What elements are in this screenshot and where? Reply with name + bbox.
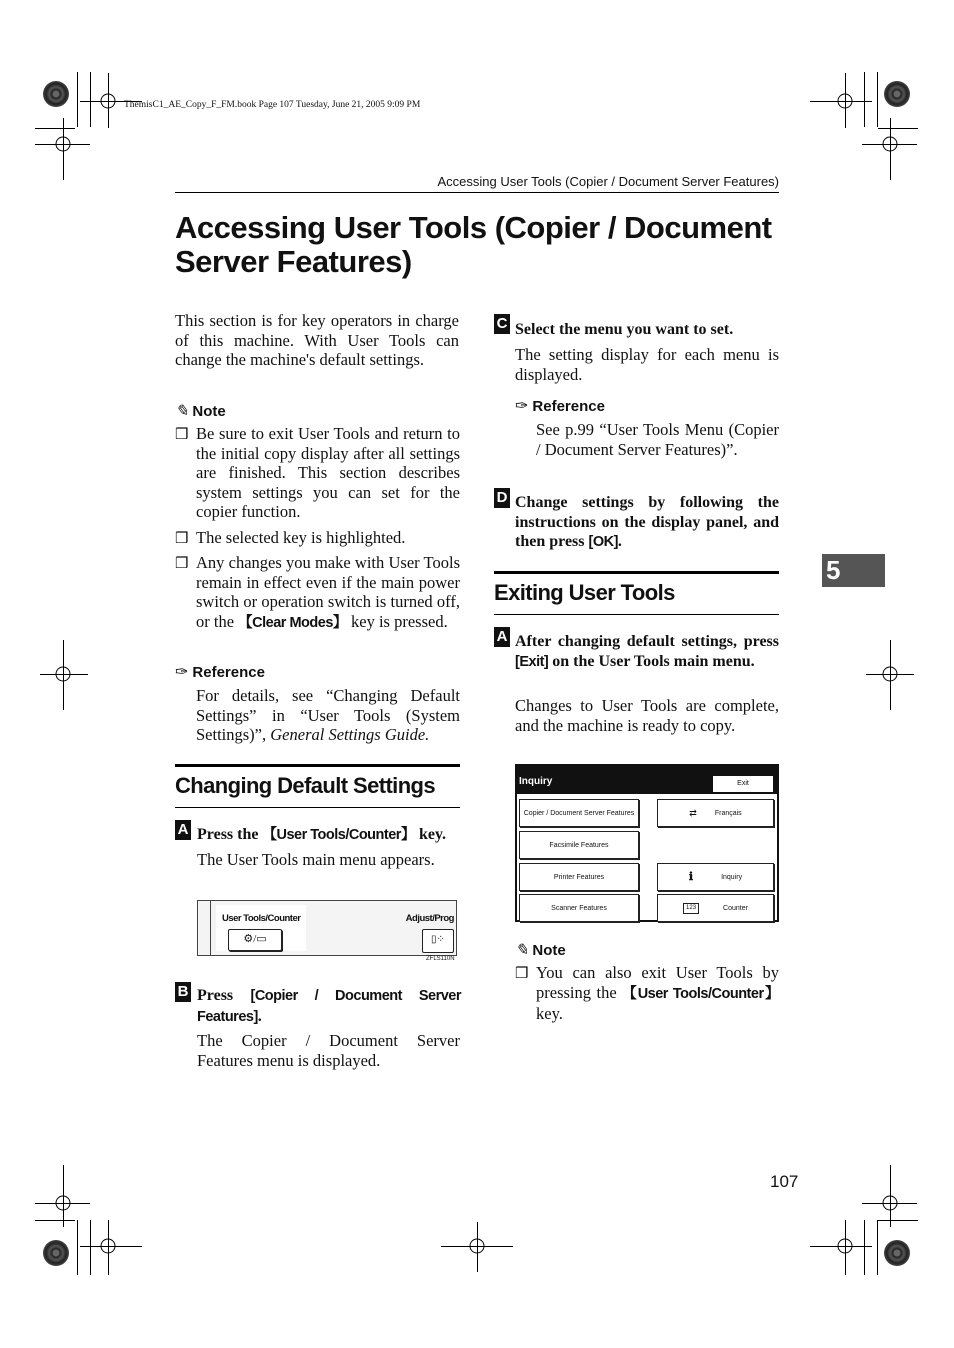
section-rule-bottom — [175, 807, 460, 808]
user-tools-screen-figure — [515, 764, 779, 922]
note-2-label: Note — [532, 942, 566, 959]
step-1-text: Press the — [197, 826, 259, 843]
clear-modes-key: Clear Modes — [252, 614, 333, 631]
note-item-3-end: key is pressed. — [351, 611, 448, 631]
pencil-icon: ✎ — [515, 942, 529, 959]
screen-exit-button[interactable]: Exit — [713, 776, 773, 792]
note-label: Note — [192, 403, 226, 420]
note-2-end: key. — [536, 1004, 563, 1024]
user-tools-counter-key: User Tools/Counter — [276, 827, 401, 843]
step-4-text: Change settings by following the instructions on the display panel, and then press — [515, 494, 779, 550]
step-1-body: The User Tools main menu appears. — [197, 850, 435, 869]
section-heading-changing: Changing Default Settings — [175, 773, 436, 798]
screen-button-facsimile[interactable]: Facsimile Features — [519, 831, 639, 859]
reference-text-body: For details, see “Changing Default Settings” in “User Tools (System Settings)”, — [196, 686, 460, 745]
reference-2-label: Reference — [532, 398, 605, 415]
file-info: ThemisC1_AE_Copy_F_FM.book Page 107 Tuesday, June 21, 2005 9:09 PM — [124, 100, 421, 110]
note-item-2: The selected key is highlighted. — [196, 528, 406, 547]
screen-button-printer[interactable]: Printer Features — [519, 863, 639, 891]
ok-key: [OK] — [588, 534, 618, 550]
step-2-instruction — [197, 986, 461, 1027]
reference-text — [196, 686, 460, 745]
checkbox-bullet-icon: ❒ — [515, 966, 529, 982]
screen-title: Inquiry — [519, 776, 553, 787]
screen-button-inquiry[interactable]: ℹ Inquiry — [657, 863, 774, 891]
section-heading-exiting: Exiting User Tools — [494, 580, 675, 605]
header-rule — [175, 192, 779, 193]
exit-step-text: After changing default settings, press — [515, 633, 779, 650]
step-number-2: B — [175, 982, 191, 1002]
user-tools-counter-key-2: User Tools/Counter — [637, 985, 764, 1002]
step-number-3: C — [494, 314, 510, 334]
note-heading — [175, 401, 226, 421]
adjust-prog-button[interactable] — [422, 929, 454, 953]
user-tools-icon: ⚙/▭ — [243, 933, 267, 945]
reference-2-text: See p.99 “User Tools Menu (Copier / Document Server Features)”. — [536, 420, 779, 459]
step-2-end: . — [257, 1007, 262, 1025]
screen-button-francais[interactable]: ⇄ Français — [657, 799, 774, 827]
intro-paragraph: This section is for key operators in charge of this machine. With User Tools can change the machine's default settings. — [175, 311, 459, 370]
note-2-heading — [515, 940, 566, 960]
section-rule-top — [175, 764, 460, 767]
running-head: Accessing User Tools (Copier / Document Server Features) — [437, 174, 779, 189]
reference-pen-icon: ✑ — [515, 398, 529, 415]
section-2-rule-bottom — [494, 614, 779, 615]
page-number: 107 — [770, 1172, 799, 1191]
checkbox-bullet-icon: ❒ — [175, 556, 189, 572]
reference-2-heading — [515, 396, 605, 416]
screen-button-counter[interactable]: 123 Counter — [657, 894, 774, 922]
panel-user-tools-label: User Tools/Counter — [222, 913, 301, 924]
note-item-3: Any changes you make with User Tools remain in effect even if the main power switch or operation switch is turned off, or the 【Clear Modes】 key is pressed. — [196, 553, 460, 631]
reference-label: Reference — [192, 664, 265, 681]
step-4-end: . — [617, 533, 622, 550]
counter-icon: 123 — [683, 903, 699, 914]
info-icon: ℹ — [688, 870, 694, 883]
control-panel-figure — [197, 900, 457, 956]
screen-button-scanner[interactable]: Scanner Features — [519, 894, 639, 922]
exit-step-end: on the User Tools main menu. — [552, 652, 755, 670]
exit-step-1-body: Changes to User Tools are complete, and the machine is ready to copy. — [515, 696, 779, 735]
step-number-1: A — [175, 820, 191, 840]
note-item-1: Be sure to exit User Tools and return to the initial copy display after all settings are finished. This section describes system settings you can set for the copier function. — [196, 424, 460, 522]
exit-step-number-1: A — [494, 627, 510, 647]
panel-adjust-label: Adjust/Prog — [405, 913, 454, 924]
note-item-3-text: Any changes you make with User Tools remain in effect even if the main power switch or operation switch is turned off, or the — [196, 553, 460, 631]
checkbox-bullet-icon: ❒ — [175, 531, 189, 547]
step-4-instruction — [515, 493, 779, 553]
step-1-instruction: Press the 【User Tools/Counter】 key. — [197, 826, 447, 843]
step-number-4: D — [494, 488, 510, 508]
adjust-icon: ▯⁘ — [431, 934, 445, 945]
step-3-body: The setting display for each menu is displayed. — [515, 345, 779, 384]
chapter-tab: 5 — [822, 554, 885, 587]
figure-caption: ZFLS110N — [426, 956, 455, 962]
language-icon: ⇄ — [689, 807, 697, 818]
exit-key: [Exit] — [515, 653, 549, 670]
step-1-end: key. — [418, 826, 447, 843]
section-2-rule-top — [494, 571, 779, 574]
page-title: Accessing User Tools (Copier / Document Server Features) — [175, 210, 772, 279]
checkbox-bullet-icon: ❒ — [175, 427, 189, 443]
reference-text-italic: General Settings Guide. — [270, 725, 430, 745]
reference-pen-icon: ✑ — [175, 664, 189, 681]
note-2-text: You can also exit User Tools by pressing the — [536, 963, 779, 1002]
note-2-item: You can also exit User Tools by pressing the 【User Tools/Counter】 key. — [536, 963, 780, 1024]
exit-step-1-instruction — [515, 632, 779, 672]
user-tools-counter-button[interactable] — [228, 929, 282, 951]
reference-heading — [175, 662, 265, 682]
step-2-text: Press — [197, 987, 234, 1004]
screen-button-copier[interactable]: Copier / Document Server Features — [519, 799, 639, 827]
step-3-instruction: Select the menu you want to set. — [515, 321, 734, 338]
pencil-icon: ✎ — [175, 403, 189, 420]
copier-document-server-key: [Copier / Document Server Features] — [197, 988, 461, 1025]
step-2-body: The Copier / Document Server Features menu is displayed. — [197, 1031, 460, 1070]
